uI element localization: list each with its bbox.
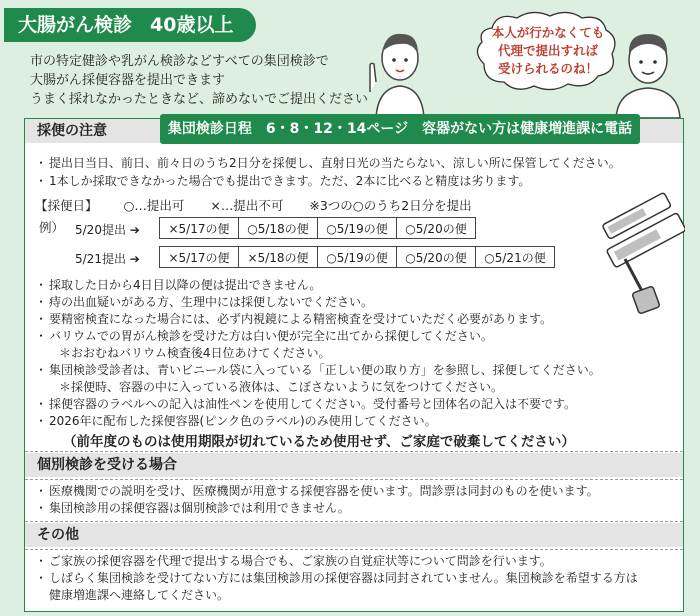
section-divider [25, 479, 683, 480]
section-header-saiben: 採便の注意 [25, 119, 683, 143]
list-item: ・ 要精密検査になった場合には、必ず内視鏡による精密検査を受けていただく必要があります。 [35, 312, 553, 326]
legend-note: ※3つの○のうち2日分を提出 [309, 198, 472, 213]
list-item: ・ バリウムでの胃がん検診を受けた方は白い便が完全に出てから採便してください。 [35, 329, 493, 343]
list-item: ・ 1本しか採取できなかった場合でも提出できます。ただ、2本に比べると精度は劣ります。 [35, 174, 531, 188]
bubble-text [478, 24, 618, 78]
bubble-line: 代理で提出すれば [497, 43, 598, 58]
list-subnote: ＊おおむねバリウム検査後4日位あけてください。 [59, 346, 331, 360]
section-header-sonota: その他 [25, 523, 683, 547]
list-item: ・ 採便容器のラベルへの記入は油性ペンを使用してください。受付番号と団体名の記入は不要です。 [35, 397, 577, 411]
example-cell: ×5/18の便 [238, 246, 318, 268]
example-row-1 [159, 217, 475, 239]
example-row-label: 5/20提出 ➔ [75, 223, 140, 237]
example-cell: ○5/20の便 [396, 217, 476, 239]
list-continuation: 健康増進課へ連絡してください。 [49, 588, 230, 602]
example-label: 例） [39, 220, 65, 235]
content-panel [24, 118, 684, 612]
list-item: ・ 集団検診用の採便容器は個別検診では利用できません。 [35, 501, 350, 515]
header-title-tab [4, 8, 256, 42]
sample-kit-illustration [585, 179, 685, 319]
section-header-kobetsu: 個別検診を受ける場合 [25, 453, 683, 477]
section-divider [25, 549, 683, 550]
intro-line: 大腸がん採便容器を提出できます [30, 73, 226, 88]
header-title: 大腸がん検診 [18, 14, 133, 36]
bubble-line: 受けられるのね！ [497, 61, 598, 76]
list-item: ・ 2026年に配布した採便容器(ピンク色のラベル)のみ使用してください。 [35, 414, 437, 428]
list-item: ・ 集団検診受診者は、青いビニール袋に入っている「正しい便の取り方」を参照し、採便してください。 [35, 363, 601, 377]
legend-ok: ○…提出可 [123, 198, 185, 213]
section-divider [25, 451, 683, 452]
legend-line [35, 196, 472, 214]
woman-illustration [362, 22, 438, 118]
example-cell: ×5/17の便 [159, 217, 239, 239]
legend-ng: ×…提出不可 [210, 198, 284, 213]
list-item: ・ 医療機関での説明を受け、医療機関が用意する採便容器を使います。問診票は同封のものを使います。 [35, 484, 599, 498]
list-item: ・ 痔の出血疑いがある方、生理中には採便しないでください。 [35, 295, 374, 309]
list-subnote: ＊採便時、容器の中に入っている液体は、こぼさないように気をつけてください。 [59, 380, 504, 394]
legend-label: 【採便日】 [35, 198, 98, 213]
example-cell: ○5/19の便 [317, 246, 397, 268]
list-item: ・ 採取した日から4日目以降の便は提出できません。 [35, 278, 322, 292]
list-item: ・ しばらく集団検診を受けてない方には集団検診用の採便容器は同封されていません。集団検診を希望する方は [35, 571, 638, 585]
example-row-2 [159, 246, 554, 268]
intro-line: 市の特定健診や乳がん検診などすべての集団検診で [30, 54, 329, 69]
schedule-banner: 集団検診日程 6・8・12・14ページ 容器がない方は健康増進課に電話 [160, 114, 640, 144]
example-cell: ○5/21の便 [475, 246, 555, 268]
example-cell: ○5/20の便 [396, 246, 476, 268]
list-item: ・ ご家族の採便容器を代理で提出する場合でも、ご家族の自覚症状等について問診を行います。 [35, 554, 552, 568]
bubble-line: 本人が行かなくても [491, 25, 605, 40]
example-cell: ×5/17の便 [159, 246, 239, 268]
example-cell: ○5/18の便 [238, 217, 318, 239]
intro-text [30, 52, 368, 109]
header-age: 40歳以上 [150, 14, 234, 36]
section-divider [25, 521, 683, 522]
example-row-label: 5/21提出 ➔ [75, 252, 140, 266]
intro-line: うまく採れなかったときなど、諦めないでご提出ください [30, 92, 369, 107]
list-item: ・ 提出日当日、前日、前々日のうち2日分を採便し、直射日光の当たらない、涼しい所に保管してください。 [35, 156, 621, 170]
man-illustration [608, 18, 688, 118]
bold-note: （前年度のものは使用期限が切れているため使用せず、ご家庭で破棄してください） [63, 434, 575, 450]
example-cell: ○5/19の便 [317, 217, 397, 239]
